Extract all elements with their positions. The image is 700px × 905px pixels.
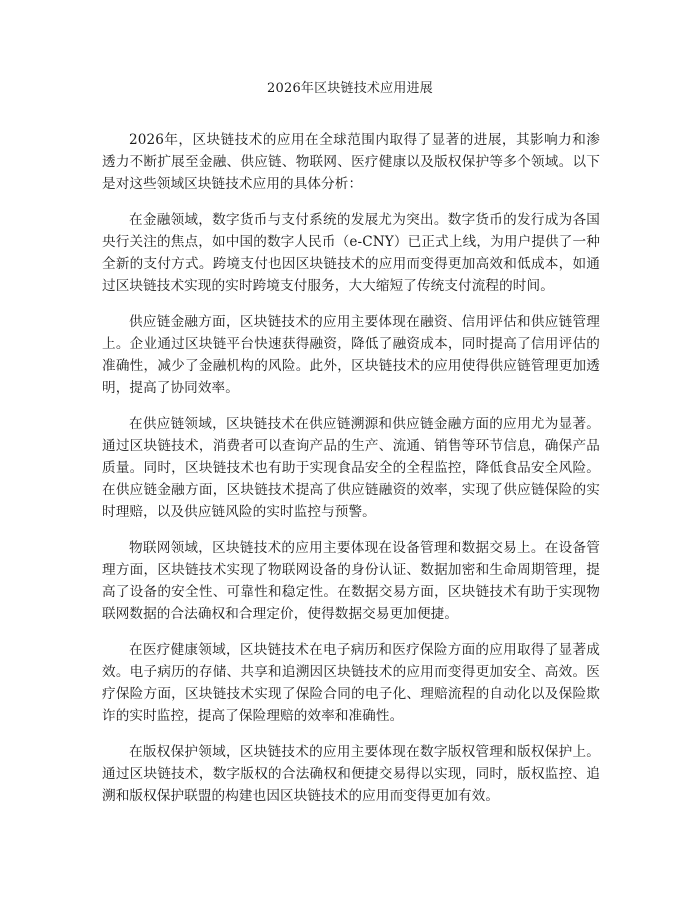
paragraph-supply-chain: 在供应链领域，区块链技术在供应链溯源和供应链金融方面的应用尤为显著。通过区块链技术，消费者可以查询产品的生产、流通、销售等环节信息，确保产品质量。同时，区块链技术也有助于实现食品安全的全程监控，降低食品安全风险。在供应链金融方面，区块链技术提高了供应链融资的效率，实现了供应链保险的实时理赔，以及供应链风险的实时监控与预警。 <box>102 416 600 520</box>
paragraph-finance: 在金融领域，数字货币与支付系统的发展尤为突出。数字货币的发行成为各国央行关注的焦点，如中国的数字人民币（e-CNY）已正式上线，为用户提供了一种全新的支付方式。跨境支付也因区块链技术的应用而变得更加高效和低成本，如通过区块链技术实现的实时跨境支付服务，大大缩短了传统支付流程的时间。 <box>102 212 600 294</box>
paragraph-healthcare: 在医疗健康领域，区块链技术在电子病历和医疗保险方面的应用取得了显著成效。电子病历的存储、共享和追溯因区块链技术的应用而变得更加安全、高效。医疗保险方面，区块链技术实现了保险合同的电子化、理赔流程的自动化以及保险欺诈的实时监控，提高了保险理赔的效率和准确性。 <box>102 642 600 724</box>
document-title: 2026年区块链技术应用进展 <box>267 81 433 96</box>
paragraph-intro: 2026年，区块链技术的应用在全球范围内取得了显著的进展，其影响力和渗透力不断扩展至金融、供应链、物联网、医疗健康以及版权保护等多个领域。以下是对这些领域区块链技术应用的具体分析： <box>102 132 600 192</box>
paragraph-iot: 物联网领域，区块链技术的应用主要体现在设备管理和数据交易上。在设备管理方面，区块链技术实现了物联网设备的身份认证、数据加密和生命周期管理，提高了设备的安全性、可靠性和稳定性。在数据交易方面，区块链技术有助于实现物联网数据的合法确权和合理定价，使得数据交易更加便捷。 <box>102 540 600 622</box>
document-body <box>102 129 600 821</box>
paragraph-copyright: 在版权保护领域，区块链技术的应用主要体现在数字版权管理和版权保护上。通过区块链技术，数字版权的合法确权和便捷交易得以实现，同时，版权监控、追溯和版权保护联盟的构建也因区块链技术的应用而变得更加有效。 <box>102 744 600 804</box>
paragraph-supply-chain-finance: 供应链金融方面，区块链技术的应用主要体现在融资、信用评估和供应链管理上。企业通过区块链平台快速获得融资，降低了融资成本，同时提高了信用评估的准确性，减少了金融机构的风险。此外，区块链技术的应用使得供应链管理更加透明，提高了协同效率。 <box>102 314 600 396</box>
